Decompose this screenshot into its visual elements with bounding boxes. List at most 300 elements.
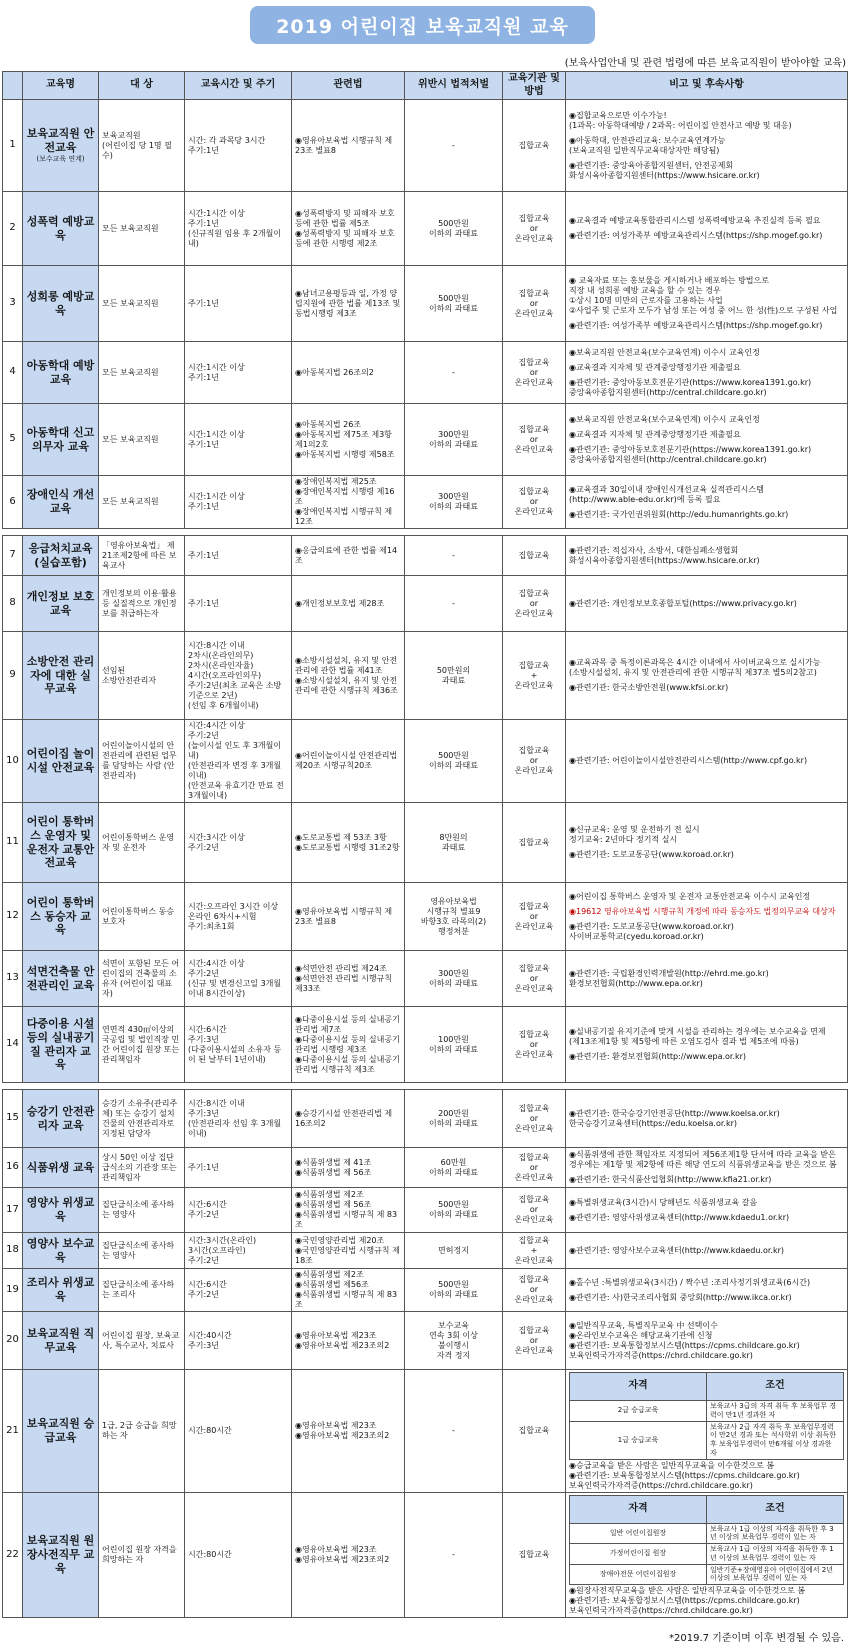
note-text: 보육인력국가자격증(https://chrd.childcare.go.kr) bbox=[569, 1606, 753, 1615]
row-number: 22 bbox=[3, 1492, 23, 1618]
education-name bbox=[23, 1269, 99, 1312]
time-cell bbox=[185, 1188, 292, 1233]
method-text: 온라인교육 bbox=[514, 444, 554, 454]
time-text: (신규직원 임용 후 2개월이내) bbox=[188, 228, 282, 248]
method-text: 집합교육 bbox=[518, 213, 550, 223]
header-name: 교육명 bbox=[23, 72, 99, 100]
law-cell bbox=[292, 476, 405, 529]
education-name-text: 보육교직원 승급교육 bbox=[26, 1417, 95, 1444]
note-text: ◉교육결과 지자체 및 관계중앙행정기관 제출필요 bbox=[569, 429, 741, 439]
qualification-row bbox=[570, 1421, 844, 1459]
condition-header: 조건 bbox=[707, 1373, 844, 1401]
method-text: 온라인교육 bbox=[514, 1255, 554, 1265]
qualification-name: 2급 승급교육 bbox=[570, 1401, 707, 1422]
penalty-cell bbox=[405, 1148, 503, 1188]
header-no bbox=[3, 72, 23, 100]
time-text: 시간:1시간 이상 bbox=[188, 492, 245, 501]
method-text: or bbox=[529, 434, 539, 444]
table-row bbox=[3, 1370, 848, 1493]
target-text: 모든 보육교직원 bbox=[102, 497, 159, 506]
qualification-header-row bbox=[570, 1373, 844, 1401]
row-number: 6 bbox=[3, 476, 23, 529]
method-text: 온라인교육 bbox=[514, 1123, 554, 1133]
law-text: ◉개인정보보호법 제28조 bbox=[295, 598, 385, 608]
target-text: 모든 보육교직원 bbox=[102, 367, 159, 377]
note-text: ◉관련기관: 국가인권위원회(http://edu.humanrights.go.kr) bbox=[569, 509, 789, 519]
law-cell bbox=[292, 1312, 405, 1370]
page-title: 2019 어린이집 보육교직원 교육 bbox=[250, 6, 595, 44]
education-name bbox=[23, 576, 99, 632]
method-text: 온라인교육 bbox=[514, 233, 554, 243]
penalty-cell bbox=[405, 1090, 503, 1148]
notes-cell bbox=[566, 883, 848, 951]
time-cell bbox=[185, 1090, 292, 1148]
method-cell bbox=[503, 476, 566, 529]
education-name-text: 성폭력 예방교육 bbox=[26, 214, 95, 242]
penalty-text: 바항3호 라목의(2) bbox=[420, 916, 487, 926]
method-text: or bbox=[529, 223, 539, 233]
note-text: 환경보전협회(http://www.epa.or.kr) bbox=[569, 978, 703, 988]
target-cell bbox=[99, 100, 185, 192]
note-text: ②사업주 및 근로자 모두가 남성 또는 여성 중 어느 한 성(性)으로 구성된 사업 bbox=[569, 306, 838, 315]
header-target: 대 상 bbox=[99, 72, 185, 100]
notes-cell bbox=[566, 720, 848, 803]
education-name-text: 소방안전 관리자에 대한 실무교육 bbox=[26, 654, 95, 696]
row-number: 21 bbox=[3, 1370, 23, 1493]
method-text: or bbox=[529, 1335, 539, 1345]
target-text: 집단급식소에 종사하는 영양사 bbox=[102, 1200, 175, 1219]
penalty-text: 이하의 과태료 bbox=[429, 761, 478, 770]
section-gap-cell bbox=[3, 529, 848, 536]
method-cell bbox=[503, 951, 566, 1007]
law-text: ◉응급의료에 관한 법률 제14조 bbox=[295, 545, 398, 565]
qualification-row bbox=[570, 1564, 844, 1585]
notes-cell bbox=[566, 1188, 848, 1233]
penalty-text: - bbox=[452, 367, 455, 377]
penalty-text: - bbox=[452, 1425, 455, 1435]
table-row bbox=[3, 803, 848, 883]
education-name-text: 응급처치교육 (실습포함) bbox=[28, 541, 93, 569]
method-text: 집합교육 bbox=[518, 1195, 550, 1204]
footer-note: *2019.7 기준이며 이후 변경될 수 있음. bbox=[669, 1633, 844, 1644]
notes-cell bbox=[566, 803, 848, 883]
target-cell bbox=[99, 720, 185, 803]
target-text: 어린이집 원장, 보육교사, 특수교사, 치료사 bbox=[102, 1330, 180, 1350]
target-text: 모든 보육교직원 bbox=[102, 223, 159, 233]
note-text: ◉아동학대, 안전관리교육: 보수교육연계가능 bbox=[569, 135, 726, 145]
law-text: ◉도로교통법 시행령 31조2항 bbox=[295, 842, 400, 852]
law-text: ◉영유아보육법 제23조 bbox=[295, 1420, 377, 1430]
note-text: ◉관련기관: 국립환경인력개발원(http://ehrd.me.go.kr) bbox=[569, 968, 769, 978]
education-name bbox=[23, 883, 99, 951]
penalty-text: 불이행시 bbox=[438, 1340, 469, 1350]
education-name-text: 조리사 위생교육 bbox=[26, 1276, 95, 1303]
law-text: ◉남녀고용평등과 일, 가정 양립지원에 관한 법률 제13조 및 동법시행령 제3조 bbox=[295, 288, 401, 318]
time-text: 주기:1년 bbox=[188, 598, 219, 608]
row-number: 15 bbox=[3, 1090, 23, 1148]
method-cell bbox=[503, 1370, 566, 1493]
qualification-condition: 보육교사 1급 이상의 자격을 취득한 후 3년 이상의 보육업무 경력이 있는 자 bbox=[707, 1523, 844, 1544]
penalty-text: 이하의 과태료 bbox=[429, 978, 478, 988]
penalty-text: 이하의 과태료 bbox=[429, 1290, 478, 1299]
time-text: 시간:4시간 이상 bbox=[188, 721, 245, 730]
note-text: ◉관련기관: 한국소방안전원(www.kfsi.or.kr) bbox=[569, 683, 729, 692]
law-cell bbox=[292, 342, 405, 404]
time-text: (신규 및 변경신고일 3개월이내 8시간이상) bbox=[188, 978, 282, 998]
penalty-text: - bbox=[452, 598, 455, 608]
education-name bbox=[23, 720, 99, 803]
method-cell bbox=[503, 266, 566, 342]
time-cell bbox=[185, 803, 292, 883]
time-text: 시간:6시간 bbox=[188, 1024, 227, 1034]
note-text: 경우에는 제1항 및 제2항에 따른 해당 연도의 식품위생교육을 받은 것으로 봄 bbox=[569, 1160, 837, 1169]
penalty-text: 이하의 과태료 bbox=[429, 1210, 478, 1219]
target-text: 소방안전관리자 bbox=[102, 675, 157, 685]
method-text: 온라인교육 bbox=[514, 507, 554, 516]
method-text: 온라인교육 bbox=[514, 1295, 554, 1304]
notes-cell bbox=[566, 342, 848, 404]
penalty-text: 300만원 bbox=[438, 429, 469, 439]
method-text: 집합교육 bbox=[518, 588, 550, 598]
target-cell bbox=[99, 266, 185, 342]
law-cell bbox=[292, 1188, 405, 1233]
note-text: ◉관련기관: 한국승강기안전공단(http://www.koelsa.or.kr) bbox=[569, 1108, 780, 1118]
penalty-cell bbox=[405, 1007, 503, 1083]
row-number: 11 bbox=[3, 803, 23, 883]
method-cell bbox=[503, 536, 566, 576]
note-text: 직장 내 성희롱 예방 교육을 할 수 있는 경우 bbox=[569, 286, 721, 295]
note-text: ◉관련기관: 사)한국조리사협회 중앙회(http://www.ikca.or.kr) bbox=[569, 1292, 792, 1302]
law-text: ◉영유아보육법 제23조 bbox=[295, 1330, 377, 1340]
law-text: ◉식품위생법 제56조 bbox=[295, 1280, 369, 1289]
penalty-text: 이하의 과태료 bbox=[429, 1167, 478, 1177]
penalty-text: 이하의 과태료 bbox=[429, 228, 478, 238]
target-cell bbox=[99, 192, 185, 266]
target-text: 「영유아보육법」 제21조제2항에 따른 보육교사 bbox=[102, 540, 177, 570]
qualification-name: 일반 어린이집원장 bbox=[570, 1523, 707, 1544]
method-text: 집합교육 bbox=[518, 140, 550, 150]
law-text: ◉아동복지법 시행령 제58조 bbox=[295, 449, 395, 459]
method-text: 온라인교육 bbox=[514, 1049, 554, 1059]
time-text: (안전교육 유효기간 만료 전 3개월이내) bbox=[188, 781, 284, 800]
law-text: ◉식품위생법 제2조 bbox=[295, 1270, 364, 1279]
education-name-text: 다중이용 시설등의 실내공기질 관리자 교육 bbox=[26, 1017, 95, 1072]
target-text: 모든 보육교직원 bbox=[102, 434, 159, 444]
penalty-text: 이하의 과태료 bbox=[429, 1044, 478, 1054]
law-text: ◉식품위생법 제2조 bbox=[295, 1190, 364, 1199]
note-text: ◉일반직무교육, 특별직무교육 中 선택이수 bbox=[569, 1320, 718, 1330]
note-text: ◉보육교직원 안전교육(보수교육연계) 이수시 교육인정 bbox=[569, 414, 760, 424]
notes-cell bbox=[566, 576, 848, 632]
table-row bbox=[3, 1148, 848, 1188]
penalty-text: 300만원 bbox=[438, 492, 469, 501]
method-cell bbox=[503, 342, 566, 404]
law-cell bbox=[292, 803, 405, 883]
qualification-table bbox=[569, 1372, 844, 1460]
law-text: ◉식품위생법 시행규칙 제 83조 bbox=[295, 1290, 398, 1309]
law-text: ◉장애인복지법 시행령 제16조 bbox=[295, 487, 395, 506]
time-text: 3시간(오프라인) bbox=[188, 1245, 246, 1255]
method-cell bbox=[503, 1188, 566, 1233]
row-number: 2 bbox=[3, 192, 23, 266]
time-text: 시간:1시간 이상 bbox=[188, 208, 245, 218]
note-text: ◉관련기관: 도로교통공단(www.koroad.or.kr) bbox=[569, 921, 734, 931]
note-text: 정기교육: 2년마다 정기적 실시 bbox=[569, 835, 678, 844]
note-text: ◉ 교육자료 또는 홍보물을 게시하거나 배포하는 방법으로 bbox=[569, 276, 769, 285]
law-text: ◉영유아보육법 제23조의2 bbox=[295, 1340, 390, 1350]
notes-cell bbox=[566, 632, 848, 720]
law-cell bbox=[292, 720, 405, 803]
row-number: 4 bbox=[3, 342, 23, 404]
section-gap bbox=[3, 1083, 848, 1090]
law-text: ◉국민영양관리법 제20조 bbox=[295, 1235, 385, 1245]
note-text: ◉관련기관: 보육통합정보시스템(https://cpms.childcare.go.kr) bbox=[569, 1596, 800, 1605]
target-text: 어린이집 원장 자격을 희망하는 자 bbox=[102, 1544, 177, 1564]
note-text: 화성시육아종합지원센터(https://www.hsicare.or.kr) bbox=[569, 555, 760, 565]
row-number: 14 bbox=[3, 1007, 23, 1083]
penalty-cell bbox=[405, 576, 503, 632]
method-text: 집합교육 bbox=[518, 660, 550, 670]
notes-cell bbox=[566, 100, 848, 192]
education-name bbox=[23, 632, 99, 720]
penalty-cell bbox=[405, 1312, 503, 1370]
time-cell bbox=[185, 720, 292, 803]
time-text: 시간:80시간 bbox=[188, 1425, 232, 1435]
time-text: 주기:2년 bbox=[188, 1255, 219, 1265]
table-row bbox=[3, 1492, 848, 1618]
time-text: (안전관리자 변경 후 3개월 이내) bbox=[188, 761, 282, 780]
method-cell bbox=[503, 803, 566, 883]
time-text: (다중이용시설의 소유자 등이 된 날부터 1년이내) bbox=[188, 1044, 282, 1064]
method-text: or bbox=[529, 1162, 539, 1172]
law-cell bbox=[292, 404, 405, 476]
note-text: ◉관련기관: 보육통합정보시스템(https://cpms.childcare.go.kr) bbox=[569, 1340, 800, 1350]
table-row bbox=[3, 1090, 848, 1148]
note-text: ◉관련기관: 어린이놀이시설안전관리시스템(http://www.cpf.go.kr) bbox=[569, 756, 808, 765]
education-name bbox=[23, 1370, 99, 1493]
note-text: (http://www.able-edu.or.kr)에 등록 필요 bbox=[569, 494, 721, 504]
law-text: ◉성폭력방지 및 피해자 보호등에 관한 법률 제5조 bbox=[295, 208, 395, 228]
note-text: ◉교육결과 예방교육통합관리시스템 성폭력예방교육 추진실적 등록 필요 bbox=[569, 216, 821, 225]
time-cell bbox=[185, 100, 292, 192]
row-number: 10 bbox=[3, 720, 23, 803]
time-text: 주기:2년 bbox=[188, 968, 219, 978]
method-text: 온라인교육 bbox=[514, 308, 554, 318]
row-number: 8 bbox=[3, 576, 23, 632]
law-text: ◉식품위생법 제 56조 bbox=[295, 1200, 372, 1209]
method-text: or bbox=[529, 497, 539, 506]
method-text: + bbox=[530, 1245, 538, 1255]
method-text: 집합교육 bbox=[518, 1152, 550, 1162]
time-cell bbox=[185, 536, 292, 576]
penalty-text: 과태료 bbox=[441, 842, 466, 852]
target-cell bbox=[99, 1007, 185, 1083]
notes-cell bbox=[566, 404, 848, 476]
qualification-row bbox=[570, 1544, 844, 1565]
method-cell bbox=[503, 192, 566, 266]
law-text: ◉석면안전 관리법 제24조 bbox=[295, 963, 387, 973]
target-text: 승강기 소유주(관리주체) 또는 승강기 설치 건물의 안전관리자로 지정된 담당자 bbox=[102, 1098, 178, 1138]
education-name-text: 성희롱 예방교육 bbox=[26, 289, 95, 317]
time-text: 시간:4시간 이상 bbox=[188, 958, 245, 968]
note-text: ◉교육결과 30일이내 장애인식개선교육 실적관리시스템 bbox=[569, 484, 764, 494]
penalty-cell bbox=[405, 1269, 503, 1312]
section-gap-cell bbox=[3, 1083, 848, 1090]
law-text: ◉승강기시설 안전관리법 제16조의2 bbox=[295, 1108, 393, 1128]
penalty-cell bbox=[405, 1370, 503, 1493]
law-text: ◉영유아보육법 제23조의2 bbox=[295, 1554, 390, 1564]
penalty-text: 보수교육 bbox=[438, 1320, 469, 1330]
education-name bbox=[23, 1312, 99, 1370]
note-text: ◉관련기관: 영양사위생교육센터(http://www.kdaedu1.or.kr) bbox=[569, 1212, 790, 1222]
time-text: 주기:3년 bbox=[188, 1108, 219, 1118]
target-text: 1급, 2급 승급을 희망하는 자 bbox=[102, 1420, 177, 1440]
time-text: 주기:3년 bbox=[188, 1340, 219, 1350]
table-row bbox=[3, 1312, 848, 1370]
target-text: 보육교직원 bbox=[102, 130, 141, 140]
qualification-condition: 보육교사 3급의 자격 취득 후 보육업무 경력이 만1년 경과한 자 bbox=[707, 1401, 844, 1422]
target-cell bbox=[99, 1269, 185, 1312]
method-cell bbox=[503, 1233, 566, 1269]
penalty-cell bbox=[405, 632, 503, 720]
method-text: 집합교육 bbox=[518, 550, 550, 560]
penalty-cell bbox=[405, 803, 503, 883]
method-text: 온라인교육 bbox=[514, 983, 554, 993]
target-cell bbox=[99, 1188, 185, 1233]
law-cell bbox=[292, 1370, 405, 1493]
target-cell bbox=[99, 576, 185, 632]
law-cell bbox=[292, 1233, 405, 1269]
time-text: 시간:8시간 이내 bbox=[188, 1098, 245, 1108]
qualification-name: 장애아전문 어린이집원장 bbox=[570, 1564, 707, 1585]
time-cell bbox=[185, 576, 292, 632]
law-cell bbox=[292, 951, 405, 1007]
target-cell bbox=[99, 803, 185, 883]
method-text: 집합교육 bbox=[518, 963, 550, 973]
method-text: 집합교육 bbox=[518, 424, 550, 434]
time-text: 시간:3시간 이상 bbox=[188, 832, 245, 842]
penalty-text: 200만원 bbox=[438, 1108, 469, 1118]
method-cell bbox=[503, 720, 566, 803]
penalty-text: - bbox=[452, 550, 455, 560]
time-text: 시간:6시간 bbox=[188, 1280, 227, 1289]
target-cell bbox=[99, 1148, 185, 1188]
target-cell bbox=[99, 1233, 185, 1269]
notes-cell bbox=[566, 192, 848, 266]
time-text: 주기:1년 bbox=[188, 1162, 219, 1172]
qualification-table bbox=[569, 1495, 844, 1586]
education-name-text: 영양사 보수교육 bbox=[26, 1236, 95, 1264]
penalty-text: 면허정지 bbox=[438, 1245, 469, 1255]
penalty-cell bbox=[405, 720, 503, 803]
target-text: 어린이놀이시설의 안전관리에 관련된 업무를 담당하는 사람 (안전관리자) bbox=[102, 741, 177, 780]
method-text: 집합교육 bbox=[518, 746, 550, 755]
education-name bbox=[23, 192, 99, 266]
law-cell bbox=[292, 883, 405, 951]
education-name bbox=[23, 100, 99, 192]
note-text: (소방시설설치, 유지 및 안전관리에 관한 시행규칙 제37조 별5의2참고) bbox=[569, 668, 817, 677]
time-text: 온라인 6차시+시험 bbox=[188, 911, 257, 921]
time-cell bbox=[185, 342, 292, 404]
penalty-text: 500만원 bbox=[438, 1280, 469, 1289]
penalty-cell bbox=[405, 342, 503, 404]
law-text: ◉아동복지법 제75조 제3항 제1의2호 bbox=[295, 429, 392, 449]
penalty-cell bbox=[405, 536, 503, 576]
law-text: ◉영유아보육법 시행규칙 제23조 별표8 bbox=[295, 135, 393, 155]
time-cell bbox=[185, 951, 292, 1007]
time-cell bbox=[185, 1007, 292, 1083]
penalty-text: 이하의 과태료 bbox=[429, 502, 478, 511]
education-name-note: (보수교육 연계) bbox=[36, 154, 85, 163]
table-row bbox=[3, 883, 848, 951]
note-text: ◉교육결과 지자체 및 관계중앙행정기관 제출필요 bbox=[569, 362, 741, 372]
penalty-cell bbox=[405, 266, 503, 342]
penalty-text: 과태료 bbox=[441, 675, 466, 685]
note-text: ◉관련기관: 적십자사, 소방서, 대한심폐소생협회 bbox=[569, 545, 739, 555]
law-text: ◉소방시설설치, 유지 및 안전관리에 관한 시행규칙 제36조 bbox=[295, 675, 398, 695]
row-number: 18 bbox=[3, 1233, 23, 1269]
notes-cell bbox=[566, 1007, 848, 1083]
row-number: 13 bbox=[3, 951, 23, 1007]
method-cell bbox=[503, 576, 566, 632]
penalty-text: 이하의 과태료 bbox=[429, 1118, 478, 1128]
penalty-text: 이하의 과태료 bbox=[429, 439, 478, 449]
target-text: 석면이 포함된 모든 어린이집의 건축물의 소유자 (어린이집 대표자) bbox=[102, 958, 180, 998]
time-text: (놀이시설 인도 후 3개월이내) bbox=[188, 741, 282, 760]
law-text: ◉아동복지법 26조 bbox=[295, 419, 362, 429]
education-name bbox=[23, 536, 99, 576]
time-cell bbox=[185, 1312, 292, 1370]
education-name-text: 보육교직원 직무교육 bbox=[26, 1326, 95, 1354]
law-cell bbox=[292, 1090, 405, 1148]
law-text: ◉식품위생법 시행규칙 제 83조 bbox=[295, 1210, 398, 1229]
table-row bbox=[3, 1188, 848, 1233]
law-text: ◉식품위생법 제 56조 bbox=[295, 1167, 372, 1177]
note-text: ◉보육교직원 안전교육(보수교육연계) 이수시 교육인정 bbox=[569, 347, 760, 357]
method-text: 온라인교육 bbox=[514, 1172, 554, 1182]
method-text: 집합교육 bbox=[518, 487, 550, 496]
time-cell bbox=[185, 1492, 292, 1618]
time-text: 시간:1시간 이상 bbox=[188, 362, 245, 372]
law-cell bbox=[292, 536, 405, 576]
note-text: ◉신규교육: 운영 및 운전하기 전 실시 bbox=[569, 825, 700, 834]
method-text: 온라인교육 bbox=[514, 766, 554, 775]
time-cell bbox=[185, 404, 292, 476]
time-text: 시간: 각 과목당 3시간 bbox=[188, 135, 266, 145]
law-text: ◉장애인복지법 시행규칙 제12조 bbox=[295, 507, 393, 526]
education-table bbox=[2, 71, 848, 1618]
method-text: or bbox=[529, 1039, 539, 1049]
qualification-name: 1급 승급교육 bbox=[570, 1421, 707, 1459]
method-text: or bbox=[529, 973, 539, 983]
time-text: 주기:2년 bbox=[188, 731, 219, 740]
note-text: ◉관련기관: 영양사보수교육센터(http://www.kdaedu.or.kr) bbox=[569, 1245, 785, 1255]
education-name bbox=[23, 342, 99, 404]
penalty-cell bbox=[405, 404, 503, 476]
penalty-text: 500만원 bbox=[438, 293, 469, 303]
qualification-condition: 일반기준+장애영유아 어린이집에서 2년 이상의 보육업무 경력이 있는 자 bbox=[707, 1564, 844, 1585]
law-cell bbox=[292, 100, 405, 192]
penalty-cell bbox=[405, 1492, 503, 1618]
method-text: + bbox=[530, 670, 538, 680]
education-name-text: 어린이집 놀이시설 안전교육 bbox=[26, 747, 95, 774]
penalty-text: - bbox=[452, 1549, 455, 1559]
row-number: 20 bbox=[3, 1312, 23, 1370]
method-cell bbox=[503, 1269, 566, 1312]
qualification-row bbox=[570, 1523, 844, 1544]
education-name-text: 석면건축물 안전관리인 교육 bbox=[26, 964, 95, 992]
time-cell bbox=[185, 192, 292, 266]
